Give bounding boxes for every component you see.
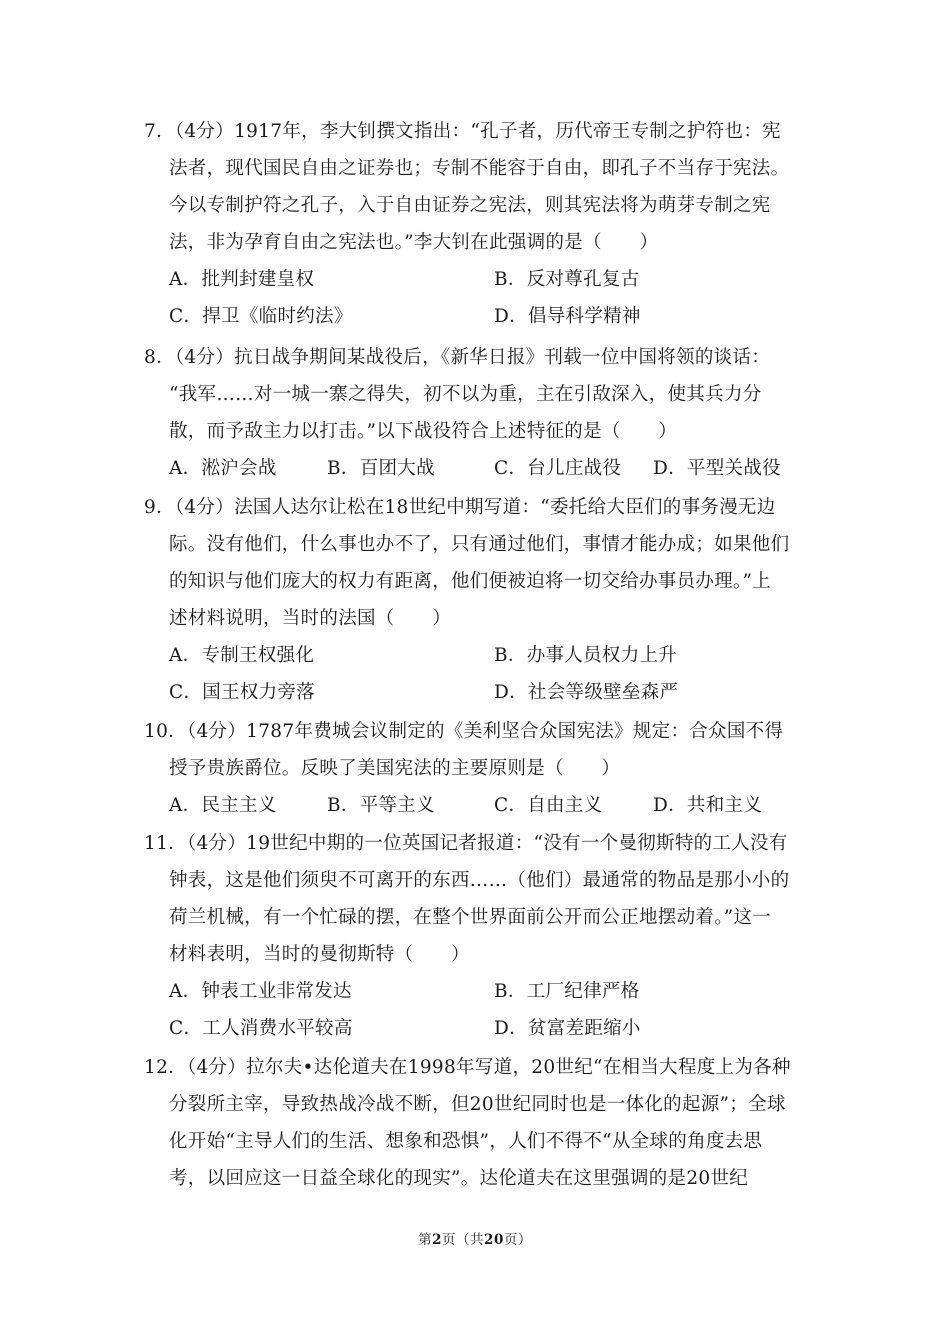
question-line: 7．（4分）1917年，李大钊撰文指出：“孔子者，历代帝王专制之护符也：宪 (144, 121, 781, 142)
question-line: 散，而予敌主力以打击。”以下战役符合上述特征的是（ ） (169, 421, 678, 442)
question-line: 的知识与他们庞大的权力有距离，他们便被迫将一切交给办事员办理。”上 (169, 571, 772, 592)
option-d[interactable]: D．贫富差距缩小 (494, 1018, 641, 1039)
option-a[interactable]: A．钟表工业非常发达 (169, 981, 352, 1002)
question-9 (144, 489, 814, 711)
option-b[interactable]: B．平等主义 (327, 795, 435, 816)
options-row (144, 1010, 814, 1047)
options-row (144, 973, 814, 1010)
option-d[interactable]: D．共和主义 (653, 795, 763, 816)
footer-middle: 页（共 (442, 1232, 485, 1248)
question-line: 材料表明，当时的曼彻斯特（ ） (169, 944, 470, 965)
options-row (144, 450, 814, 487)
question-line: 际。没有他们，什么事也办不了，只有通过他们，事情才能办成；如果他们 (169, 534, 790, 555)
footer-prefix: 第 (418, 1232, 433, 1248)
question-line: 9．（4分）法国人达尔让松在18世纪中期写道：“委托给大臣们的事务漫无边 (144, 497, 776, 518)
question-line: 10．（4分）1787年费城会议制定的《美利坚合众国宪法》规定：合众国不得 (144, 721, 784, 742)
option-a[interactable]: A．淞沪会战 (169, 458, 277, 479)
question-line: 法者，现代国民自由之证券也；专制不能容于自由，即孔子不当存于宪法。 (169, 158, 790, 179)
footer-total-pages: 20 (484, 1232, 504, 1248)
option-a[interactable]: A．民主主义 (169, 795, 277, 816)
option-b[interactable]: B．办事人员权力上升 (494, 645, 678, 666)
options-row (144, 787, 814, 824)
question-line: 钟表，这是他们须臾不可离开的东西……（他们）最通常的物品是那小小的 (169, 870, 790, 891)
question-line: 法，非为孕育自由之宪法也。”李大钊在此强调的是（ ） (169, 232, 659, 253)
footer-suffix: 页） (503, 1232, 532, 1248)
question-line: “我军……对一城一寨之得失，初不以为重，主在引敌深入，使其兵力分 (169, 384, 762, 405)
options-row (144, 261, 814, 298)
option-c[interactable]: C．台儿庄战役 (494, 458, 622, 479)
options-row (144, 674, 814, 711)
option-b[interactable]: B．工厂纪律严格 (494, 981, 640, 1002)
question-line: 12．（4分）拉尔夫•达伦道夫在1998年写道，20世纪“在相当大程度上为各种 (144, 1057, 791, 1078)
question-line: 化开始“主导人们的生活、想象和恐惧”，人们不得不“从全球的角度去思 (169, 1131, 763, 1152)
option-c[interactable]: C．国王权力旁落 (169, 682, 316, 703)
option-a[interactable]: A．批判封建皇权 (169, 269, 315, 290)
question-line: 考，以回应这一日益全球化的现实”。达伦道夫在这里强调的是20世纪 (169, 1168, 749, 1189)
option-d[interactable]: D．平型关战役 (653, 458, 781, 479)
question-line: 荷兰机械，有一个忙碌的摆，在整个世界面前公开而公正地摆动着。”这一 (169, 907, 772, 928)
option-b[interactable]: B．反对尊孔复古 (494, 269, 640, 290)
question-10 (144, 713, 814, 824)
question-line: 分裂所主宰，导致热战冷战不断，但20世纪同时也是一体化的起源”；全球 (169, 1094, 786, 1115)
question-12 (144, 1049, 814, 1197)
option-b[interactable]: B．百团大战 (327, 458, 435, 479)
option-a[interactable]: A．专制王权强化 (169, 645, 315, 666)
question-11 (144, 825, 814, 1047)
option-c[interactable]: C．捍卫《临时约法》 (169, 306, 353, 327)
options-row (144, 637, 814, 674)
option-c[interactable]: C．自由主义 (494, 795, 603, 816)
footer-page-number: 2 (432, 1232, 443, 1248)
question-7 (144, 113, 814, 335)
option-d[interactable]: D．倡导科学精神 (494, 306, 641, 327)
question-line: 8．（4分）抗日战争期间某战役后，《新华日报》刊载一位中国将领的谈话： (144, 347, 771, 368)
question-line: 今以专制护符之孔子，入于自由证券之宪法，则其宪法将为萌芽专制之宪 (169, 195, 771, 216)
question-line: 授予贵族爵位。反映了美国宪法的主要原则是（ ） (169, 758, 621, 779)
options-row (144, 298, 814, 335)
question-line: 述材料说明，当时的法国（ ） (169, 608, 452, 629)
question-8 (144, 339, 814, 487)
question-line: 11．（4分）19世纪中期的一位英国记者报道：“没有一个曼彻斯特的工人没有 (144, 833, 788, 854)
option-d[interactable]: D．社会等级壁垒森严 (494, 682, 679, 703)
option-c[interactable]: C．工人消费水平较高 (169, 1018, 353, 1039)
page-footer (0, 1228, 950, 1248)
